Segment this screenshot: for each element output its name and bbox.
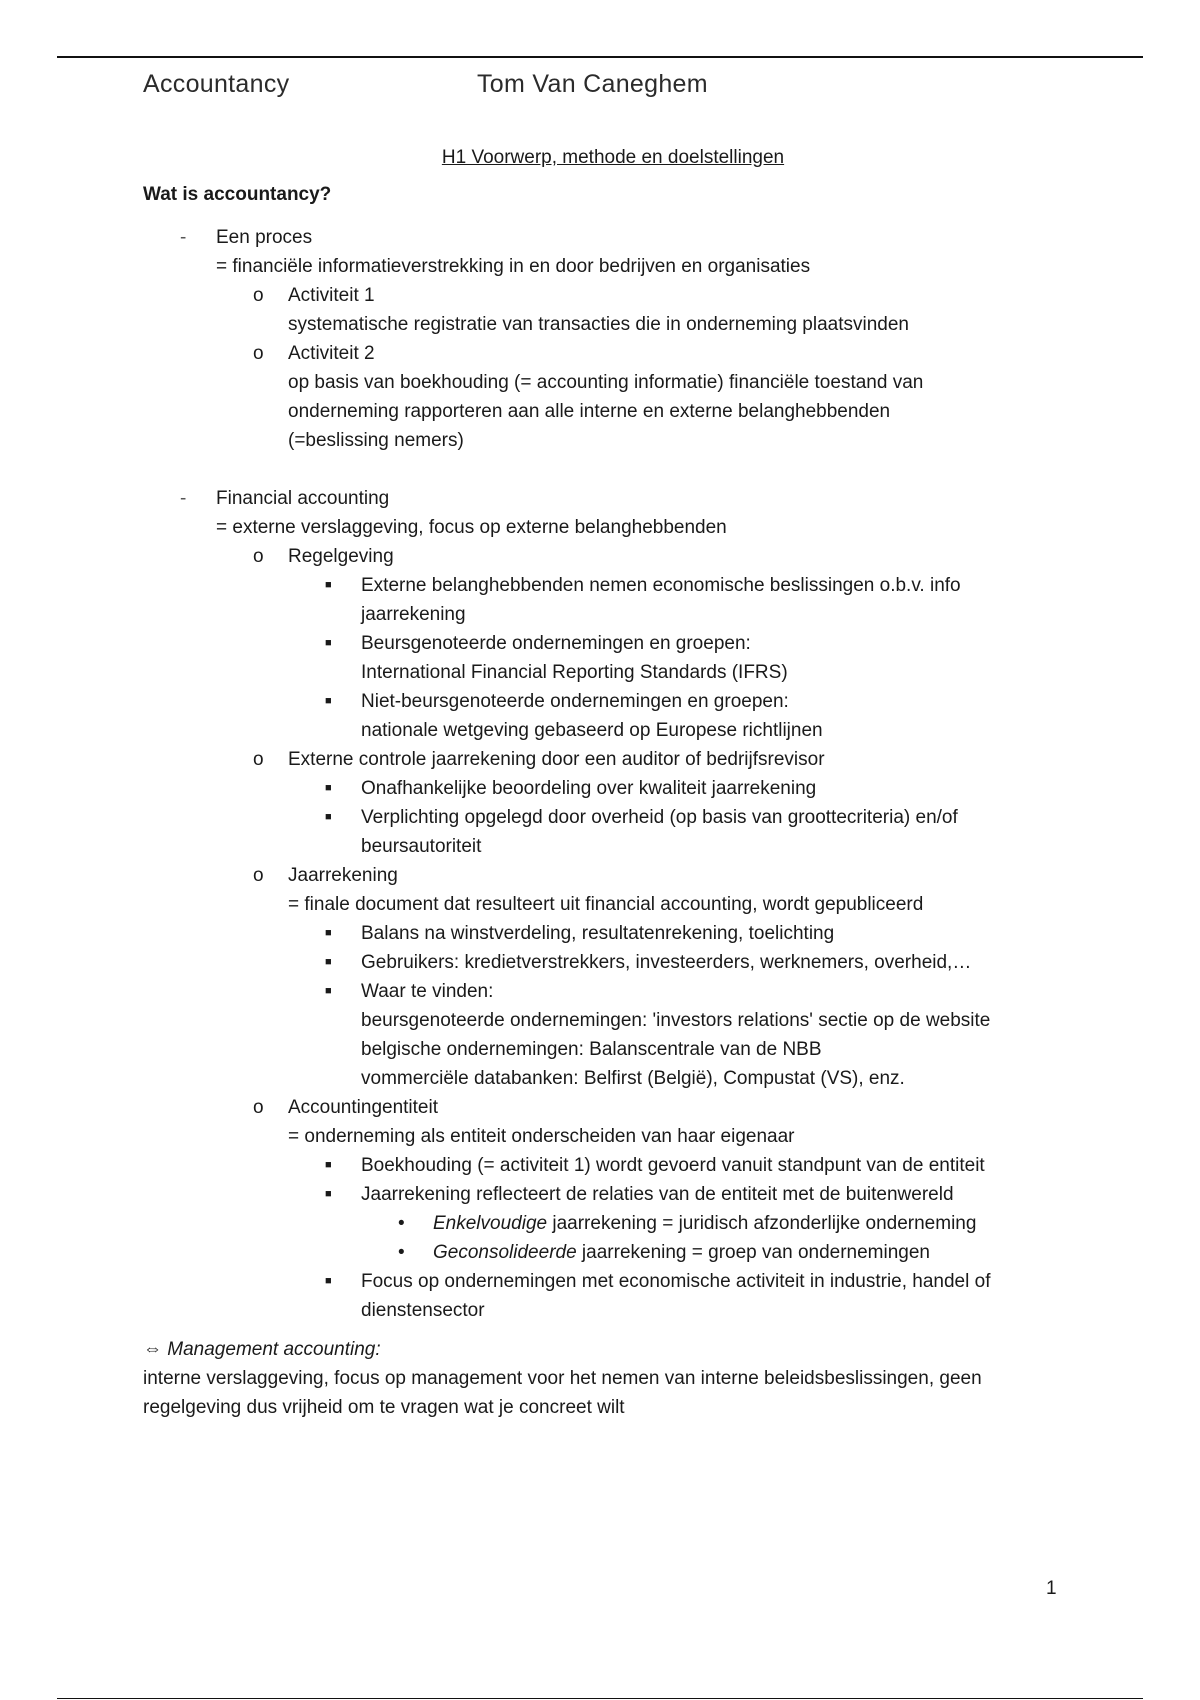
activiteit-1-label: Activiteit 1 xyxy=(288,285,375,306)
activiteit-2-label: Activiteit 2 xyxy=(288,343,375,364)
square-bullet: ■ xyxy=(325,637,332,649)
regel-2-text: Beursgenoteerde ondernemingen en groepen: xyxy=(361,633,751,654)
footer-rule xyxy=(57,1698,1143,1699)
enkelvoudige-term: Enkelvoudige xyxy=(433,1213,548,1234)
management-heading xyxy=(143,1335,1083,1364)
dash-marker: - xyxy=(180,488,187,509)
page-number: 1 xyxy=(1046,1578,1057,1599)
list-item-jaar-2 xyxy=(143,948,1083,977)
regel-1-text-cont: jaarrekening xyxy=(361,604,466,625)
square-bullet: ■ xyxy=(325,811,332,823)
regelgeving-label: Regelgeving xyxy=(288,546,394,567)
header-rule xyxy=(57,56,1143,58)
circle-marker: o xyxy=(253,546,264,567)
regel-1-text: Externe belanghebbenden nemen economische beslissingen o.b.v. info xyxy=(361,575,961,596)
management-text-1: interne verslaggeving, focus op management voor het nemen van interne beleidsbeslissingen, geen xyxy=(143,1368,982,1389)
controle-1-text: Onafhankelijke beoordeling over kwaliteit jaarrekening xyxy=(361,778,817,799)
entiteit-2-text: Jaarrekening reflecteert de relaties van de entiteit met de buitenwereld xyxy=(361,1184,954,1205)
page-title: H1 Voorwerp, methode en doelstellingen xyxy=(441,147,785,168)
square-bullet: ■ xyxy=(325,579,332,591)
jaar-3-line-3: vommerciële databanken: Belfirst (België), Compustat (VS), enz. xyxy=(361,1068,905,1089)
square-bullet: ■ xyxy=(325,1188,332,1200)
controle-label: Externe controle jaarrekening door een auditor of bedrijfsrevisor xyxy=(288,749,825,770)
list-item-regel-1 xyxy=(143,571,1083,600)
jaarrekening-definition: = finale document dat resulteert uit financial accounting, wordt gepubliceerd xyxy=(288,894,924,915)
list-item-geconsolideerde xyxy=(143,1238,1083,1267)
list-item-entiteit-3 xyxy=(143,1267,1083,1296)
activiteit-2-text-3: (=beslissing nemers) xyxy=(288,430,464,451)
square-bullet: ■ xyxy=(325,1275,332,1287)
list-item-entiteit-2 xyxy=(143,1180,1083,1209)
list-item-controle-2 xyxy=(143,803,1083,832)
header-subject: Accountancy xyxy=(143,70,290,98)
financial-label: Financial accounting xyxy=(216,488,390,509)
square-bullet: ■ xyxy=(325,1159,332,1171)
list-item-regel-2 xyxy=(143,629,1083,658)
regel-3-text: Niet-beursgenoteerde ondernemingen en groepen: xyxy=(361,691,789,712)
list-item-financial-accounting xyxy=(143,484,1083,513)
square-bullet: ■ xyxy=(325,782,332,794)
controle-2-text: Verplichting opgelegd door overheid (op basis van groottecriteria) en/of xyxy=(361,807,958,828)
list-item-activiteit-2 xyxy=(143,339,1083,368)
regel-2-text-cont: International Financial Reporting Standards (IFRS) xyxy=(361,662,788,683)
entiteit-definition: = onderneming als entiteit onderscheiden van haar eigenaar xyxy=(288,1126,795,1147)
double-arrow-icon: ⇔ xyxy=(143,1339,162,1360)
section-question: Wat is accountancy? xyxy=(143,184,332,205)
list-item-activiteit-1 xyxy=(143,281,1083,310)
square-bullet: ■ xyxy=(325,956,332,968)
circle-marker: o xyxy=(253,749,264,770)
circle-marker: o xyxy=(253,1097,264,1118)
circle-marker: o xyxy=(253,343,264,364)
bullet-marker: • xyxy=(398,1213,405,1234)
geconsolideerde-text: jaarrekening = groep van ondernemingen xyxy=(576,1242,930,1263)
list-item-jaar-3 xyxy=(143,977,1083,1006)
dash-marker: - xyxy=(180,227,187,248)
list-item-externe-controle xyxy=(143,745,1083,774)
activiteit-1-text: systematische registratie van transacties die in onderneming plaatsvinden xyxy=(288,314,909,335)
list-item-entiteit-1 xyxy=(143,1151,1083,1180)
circle-marker: o xyxy=(253,865,264,886)
activiteit-2-text-1: op basis van boekhouding (= accounting informatie) financiële toestand van xyxy=(288,372,924,393)
square-bullet: ■ xyxy=(325,927,332,939)
header-author: Tom Van Caneghem xyxy=(477,70,708,98)
jaar-3-line-2: belgische ondernemingen: Balanscentrale van de NBB xyxy=(361,1039,822,1060)
regel-3-text-cont: nationale wetgeving gebaseerd op Europese richtlijnen xyxy=(361,720,823,741)
square-bullet: ■ xyxy=(325,695,332,707)
list-item-jaarrekening xyxy=(143,861,1083,890)
entiteit-3-text-cont: dienstensector xyxy=(361,1300,485,1321)
list-item-controle-1 xyxy=(143,774,1083,803)
proces-label: Een proces xyxy=(216,227,313,248)
list-item-accountingentiteit xyxy=(143,1093,1083,1122)
management-text-2: regelgeving dus vrijheid om te vragen wat je concreet wilt xyxy=(143,1397,625,1418)
square-bullet: ■ xyxy=(325,985,332,997)
jaar-3-text: Waar te vinden: xyxy=(361,981,494,1002)
proces-definition: = financiële informatieverstrekking in en door bedrijven en organisaties xyxy=(216,256,811,277)
jaar-1-text: Balans na winstverdeling, resultatenrekening, toelichting xyxy=(361,923,835,944)
document-body xyxy=(143,143,1083,1422)
list-item-proces xyxy=(143,223,1083,252)
enkelvoudige-text: jaarrekening = juridisch afzonderlijke onderneming xyxy=(547,1213,977,1234)
financial-definition: = externe verslaggeving, focus op externe belanghebbenden xyxy=(216,517,727,538)
geconsolideerde-term: Geconsolideerde xyxy=(433,1242,577,1263)
jaar-3-line-1: beursgenoteerde ondernemingen: 'investors relations' sectie op de website xyxy=(361,1010,991,1031)
management-label: Management accounting: xyxy=(167,1339,381,1360)
spacer xyxy=(143,455,1083,484)
activiteit-2-text-2: onderneming rapporteren aan alle interne en externe belanghebbenden xyxy=(288,401,891,422)
list-item-jaar-1 xyxy=(143,919,1083,948)
entiteit-3-text: Focus op ondernemingen met economische activiteit in industrie, handel of xyxy=(361,1271,991,1292)
jaarrekening-label: Jaarrekening xyxy=(288,865,398,886)
list-item-regelgeving xyxy=(143,542,1083,571)
circle-marker: o xyxy=(253,285,264,306)
bullet-marker: • xyxy=(398,1242,405,1263)
entiteit-1-text: Boekhouding (= activiteit 1) wordt gevoerd vanuit standpunt van de entiteit xyxy=(361,1155,985,1176)
list-item-enkelvoudige xyxy=(143,1209,1083,1238)
list-item-regel-3 xyxy=(143,687,1083,716)
jaar-2-text: Gebruikers: kredietverstrekkers, investeerders, werknemers, overheid,… xyxy=(361,952,972,973)
entiteit-label: Accountingentiteit xyxy=(288,1097,438,1118)
controle-2-text-cont: beursautoriteit xyxy=(361,836,482,857)
